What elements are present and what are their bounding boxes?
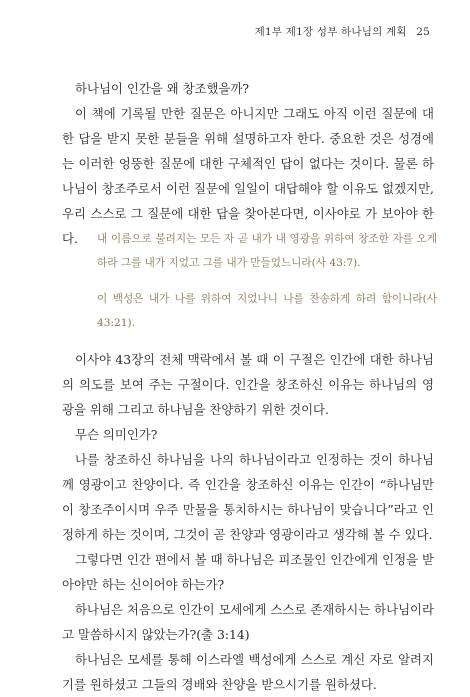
paragraph: 하나님이 인간을 왜 창조했을까? [75,81,250,96]
quote-text: 이 백성은 내가 나를 위하여 지었나니 나를 찬송하게 하려 함이니라(사 43:21). [97,293,437,329]
chapter-title: 제1부 제1장 성부 하나님의 계획 [254,26,407,38]
paragraph: 이 책에 기록될 만한 질문은 아니지만 그래도 아직 이런 질문에 대한 답을 받지 못한 분들을 위해 설명하고자 한다. 중요한 것은 성경에는 이러한 엉뚱한 질문에 대한 구체적인 답이 없다는 것이다. 물론 하나님이 창조주로서 이런 질문에 일일이 대답해야 할 이유도 없겠지만, 우리 스스로 그 질문에 대한 답을 찾아본다면, 이사야로 가 보아야 한다. [62,106,434,246]
paragraph: 나를 창조하신 하나님을 나의 하나님이라고 인정하는 것이 하나님께 영광이고 찬양이다. 즉 인간을 창조하신 이유는 인간이 “하나님만이 창조주이시며 우주 만물을 통치하시는 하나님이 맞습니다”라고 인정하게 하는 것이며, 그것이 곧 찬양과 영광이라고 생각해 볼 수 있다. [62,452,434,542]
scripture-quote-2 [97,288,437,335]
paragraph: 하나님은 모세를 통해 이스라엘 백성에게 스스로 계신 자로 알려지기를 원하셨고 그들의 경배와 찬양을 받으시기를 원하셨다. [62,652,434,692]
scripture-quote-1 [97,228,437,275]
paragraph: 이사야 43장의 전체 맥락에서 볼 때 이 구절은 인간에 대한 하나님의 의도를 보여 주는 구절이다. 인간을 창조하신 이유는 하나님의 영광을 위해 그리고 하나님을 찬양하기 위한 것이다. [62,352,434,417]
paragraph: 무슨 의미인가? [75,427,158,442]
body-text-intro [62,76,434,251]
paragraph: 하나님은 처음으로 인간이 모세에게 스스로 존재하시는 하나님이라고 말씀하시지 않았는가?(출 3:14) [62,602,434,642]
quote-text: 내 이름으로 불려지는 모든 자 곧 내가 내 영광을 위하여 창조한 자를 오게 하라 그를 내가 지었고 그를 내가 만들었느니라(사 43:7). [97,233,437,269]
body-text-main [62,347,434,697]
running-header [255,24,430,39]
paragraph: 그렇다면 인간 편에서 볼 때 하나님은 피조물인 인간에게 인정을 받아야만 하는 신이어야 하는가? [62,552,434,592]
page-number: 25 [416,26,430,38]
